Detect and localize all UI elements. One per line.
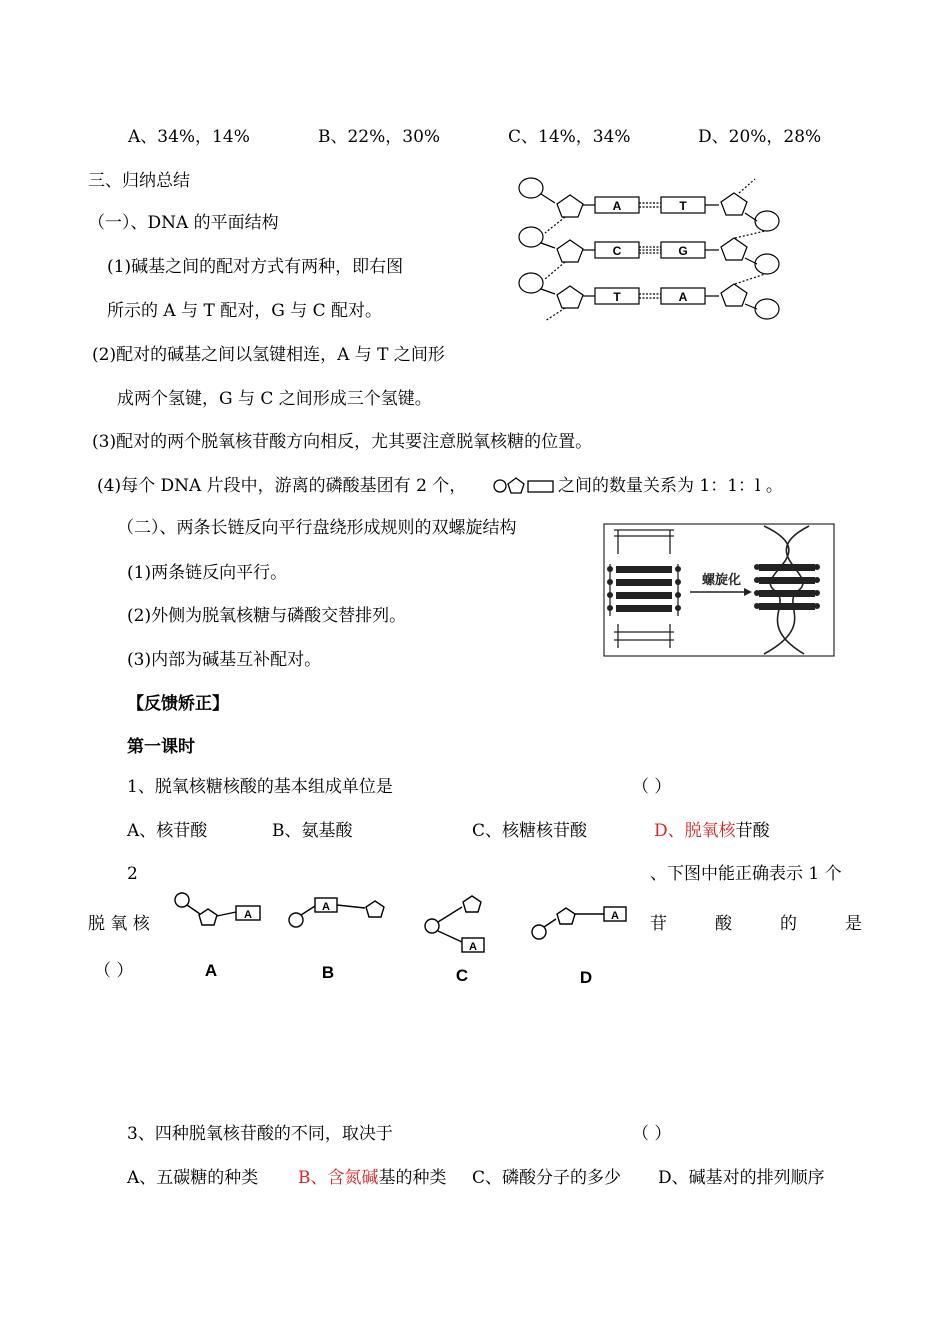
phosphate-icon: [519, 227, 543, 247]
option-d-box-letter: A: [611, 910, 619, 922]
phosphate-icon: [532, 925, 546, 939]
deoxyribose-pentagon-icon: [508, 478, 524, 493]
q2-line2-word1: 苷: [650, 914, 667, 934]
deoxyribose-icon: [199, 909, 217, 925]
sub1-title: （一）、DNA 的平面结构: [88, 213, 279, 233]
q1-option-d: [654, 820, 770, 842]
option-d-label: D: [579, 968, 593, 987]
phosphate-icon: [755, 254, 779, 274]
q3-option-b-highlight: B、含氮碱: [298, 1168, 379, 1188]
deoxyribose-icon: [721, 238, 747, 260]
phosphate-circle-icon: [494, 480, 506, 492]
q2-options-diagram: [170, 888, 640, 988]
pair2-right-base: G: [678, 244, 688, 258]
q3-paren: （ ）: [632, 1124, 672, 1144]
deoxyribose-icon: [557, 286, 583, 308]
phosphate-icon: [289, 913, 303, 927]
option-c-box-letter: A: [469, 941, 477, 953]
prev-option-a: A、34%，14%: [128, 127, 250, 147]
sub1-p4-pre: (4)每个 DNA 片段中，游离的磷酸基团有 2 个，: [97, 476, 467, 496]
sub2-p3: (3)内部为碱基互补配对。: [127, 650, 322, 670]
phosphate-icon: [519, 178, 543, 198]
phosphate-icon: [175, 893, 189, 907]
option-a-box-letter: A: [244, 909, 252, 921]
option-b-box-letter: A: [322, 901, 330, 913]
feedback-heading: 【反馈矫正】: [127, 694, 229, 714]
sub1-p2-line2: 成两个氢键，G 与 C 之间形成三个氢键。: [117, 389, 432, 409]
phosphate-icon: [755, 211, 779, 231]
pair3-right-base: A: [678, 290, 688, 304]
phosphate-icon: [755, 299, 779, 319]
option-a-label: A: [204, 961, 218, 980]
q2-paren: （ ）: [94, 961, 134, 981]
prev-option-b: B、22%，30%: [318, 127, 441, 147]
q3-option-c: C、磷酸分子的多少: [472, 1168, 622, 1188]
q1-option-b: B、氨基酸: [272, 821, 353, 841]
deoxyribose-icon: [463, 896, 481, 912]
q3-option-d: D、碱基对的排列顺序: [658, 1168, 825, 1188]
phosphate-icon: [425, 919, 439, 933]
helix-label: 螺旋化: [702, 572, 742, 587]
q3-option-b-rest: 基的种类: [378, 1168, 447, 1188]
q2-line2-left: 脱 氧 核: [88, 914, 150, 934]
inline-nucleotide-symbols: [493, 476, 563, 496]
deoxyribose-icon: [557, 240, 583, 262]
q1-stem: 1、脱氧核糖核酸的基本组成单位是: [127, 777, 393, 797]
sub1-p1-line2: 所示的 A 与 T 配对，G 与 C 配对。: [107, 301, 383, 321]
sub2-p1: (1)两条链反向平行。: [127, 563, 288, 583]
q3-stem: 3、四种脱氧核苷酸的不同，取决于: [127, 1124, 393, 1144]
prev-option-d: D、20%，28%: [698, 127, 822, 147]
dna-plane-diagram: [515, 175, 785, 323]
sub2-title: （二）、两条长链反向平行盘绕形成规则的双螺旋结构: [117, 518, 517, 538]
q3-option-a: A、五碳糖的种类: [127, 1168, 259, 1188]
pair3-left-base: T: [613, 290, 621, 304]
q2-line2-word4: 是: [845, 914, 862, 934]
deoxyribose-icon: [557, 195, 583, 217]
lesson-title: 第一课时: [127, 737, 195, 757]
pair2-left-base: C: [612, 244, 622, 258]
q1-option-d-highlight: D、脱氧核: [654, 821, 736, 841]
sub1-p4-post: 之间的数量关系为 1：1：l 。: [558, 476, 783, 496]
q2-number: 2: [127, 864, 138, 884]
pair1-left-base: A: [612, 199, 622, 213]
summary-heading: 三、归纳总结: [88, 171, 190, 191]
sub1-p3: (3)配对的两个脱氧核苷酸方向相反，尤其要注意脱氧核糖的位置。: [92, 432, 593, 452]
option-b-label: B: [321, 963, 335, 982]
q1-option-c: C、核糖核苷酸: [472, 821, 588, 841]
option-c-label: C: [455, 966, 469, 985]
double-helix-diagram: [604, 524, 834, 656]
deoxyribose-icon: [721, 284, 747, 306]
q1-option-a: A、核苷酸: [127, 821, 208, 841]
sub1-p2-line1: (2)配对的碱基之间以氢键相连，A 与 T 之间形: [92, 345, 445, 365]
prev-option-c: C、14%，34%: [508, 127, 631, 147]
deoxyribose-icon: [557, 908, 575, 924]
deoxyribose-icon: [366, 901, 384, 917]
q2-stem-right: 、下图中能正确表示 1 个: [650, 864, 842, 884]
q2-line2-word3: 的: [780, 914, 797, 934]
deoxyribose-icon: [721, 193, 747, 215]
q1-paren: （ ）: [632, 777, 672, 797]
base-rect-icon: [528, 481, 553, 492]
q2-line2-word2: 酸: [715, 914, 732, 934]
sub1-p1-line1: (1)碱基之间的配对方式有两种，即右图: [107, 257, 404, 277]
sub2-p2: (2)外侧为脱氧核糖与磷酸交替排列。: [127, 606, 407, 626]
q1-option-d-rest: 苷酸: [735, 821, 770, 841]
phosphate-icon: [519, 273, 543, 293]
pair1-right-base: T: [679, 199, 687, 213]
q3-option-b: [298, 1167, 447, 1189]
